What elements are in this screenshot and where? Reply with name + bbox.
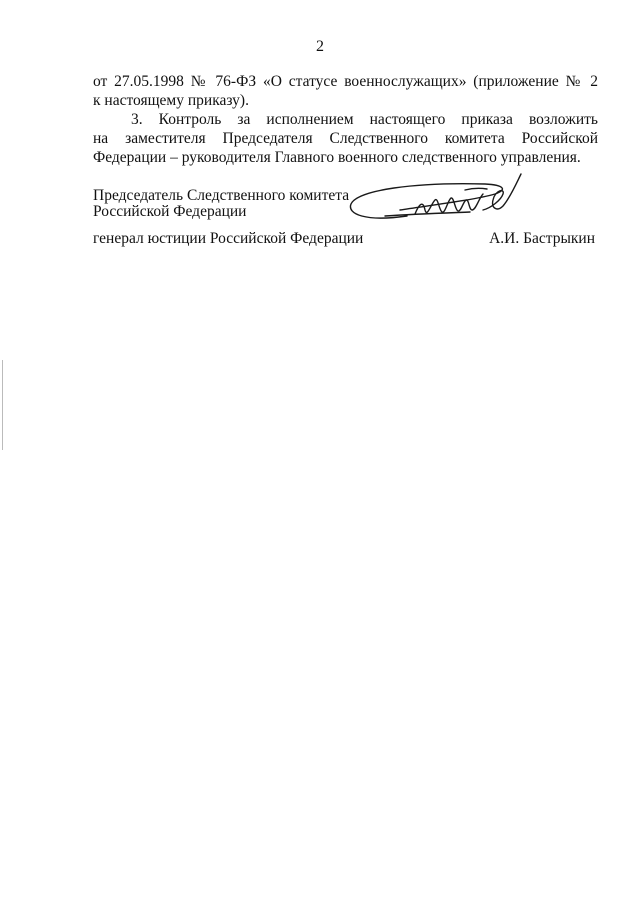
signatory-title-line: Председатель Следственного комитета (93, 187, 350, 204)
scan-edge-mark (2, 360, 3, 450)
paragraph-line: на заместителя Председателя Следственного комитета Российской (93, 130, 598, 147)
paragraph-line: от 27.05.1998 № 76-ФЗ «О статусе военнослужащих» (приложение № 2 (93, 73, 598, 90)
signatory-rank: генерал юстиции Российской Федерации (93, 230, 364, 247)
signatory-title-line: Российской Федерации (93, 203, 247, 220)
page-number: 2 (316, 38, 324, 55)
paragraph-control (93, 110, 598, 167)
paragraph-line: 3. Контроль за исполнением настоящего приказа возложить (131, 111, 598, 128)
signatory-title (93, 188, 349, 220)
paragraph-continuation (93, 72, 598, 110)
paragraph-line: к настоящему приказу). (93, 92, 249, 109)
signatory-name: А.И. Бастрыкин (489, 230, 595, 247)
handwritten-signature (345, 170, 525, 230)
paragraph-line: Федерации – руководителя Главного военного следственного управления. (93, 149, 581, 166)
